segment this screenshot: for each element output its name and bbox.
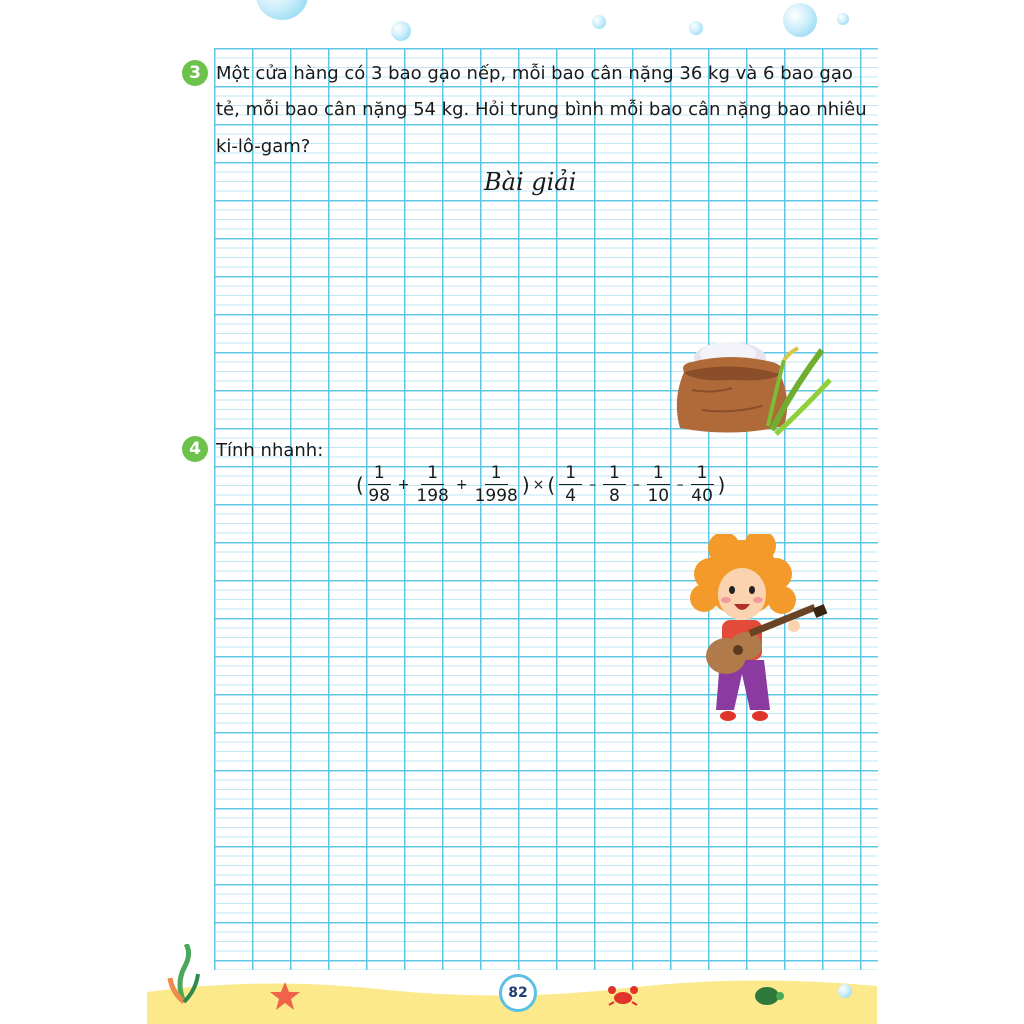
question-3-line-3: ki-lô-gam? <box>216 136 311 157</box>
plus-sign: + <box>455 476 468 493</box>
fraction: $\frac{1}{8}$ <box>603 462 626 507</box>
question-3-line-1: Một cửa hàng có 3 bao gạo nếp, mỗi bao cân nặng 36 kg và 6 bao gạo <box>216 63 853 84</box>
close-paren: ) <box>521 472 530 497</box>
times-sign: × <box>532 476 545 493</box>
bubble-icon <box>689 21 703 35</box>
rice-sack-icon <box>672 330 832 440</box>
fraction: $\frac{1}{4}$ <box>559 462 582 507</box>
fraction: $\frac{1}{40}$ <box>691 463 713 506</box>
kid-guitar-icon <box>684 534 834 724</box>
minus-sign: – <box>632 476 640 493</box>
question-4-badge: 4 <box>182 436 208 462</box>
fraction: $\frac{1}{98}$ <box>368 463 391 506</box>
open-paren: ( <box>547 472 556 497</box>
question-3-badge: 3 <box>182 60 208 86</box>
fraction: $\frac{1}{198}$ <box>416 463 449 506</box>
crab-icon <box>608 984 638 1006</box>
bubble-icon <box>838 984 852 998</box>
seaweed-icon <box>162 944 206 1004</box>
bubble-icon <box>837 13 849 25</box>
open-paren: ( <box>356 472 364 497</box>
minus-sign: – <box>676 476 684 493</box>
math-expression <box>356 462 725 507</box>
question-3-line-2: tẻ, mỗi bao cân nặng 54 kg. Hỏi trung bình mỗi bao cân nặng bao nhiêu <box>216 99 867 120</box>
fraction: $\frac{1}{1998}$ <box>474 463 518 506</box>
fraction: $\frac{1}{10}$ <box>647 463 670 506</box>
turtle-icon <box>752 984 784 1006</box>
bubble-icon <box>592 15 606 29</box>
close-paren: ) <box>717 472 726 497</box>
minus-sign: – <box>589 476 597 493</box>
page-number: 82 <box>499 974 537 1012</box>
plus-sign: + <box>397 476 410 493</box>
starfish-icon <box>270 982 300 1010</box>
question-4-text: Tính nhanh: <box>216 440 324 461</box>
bubble-icon <box>391 21 411 41</box>
bubble-icon <box>783 3 817 37</box>
solution-title: Bài giải <box>484 168 577 196</box>
